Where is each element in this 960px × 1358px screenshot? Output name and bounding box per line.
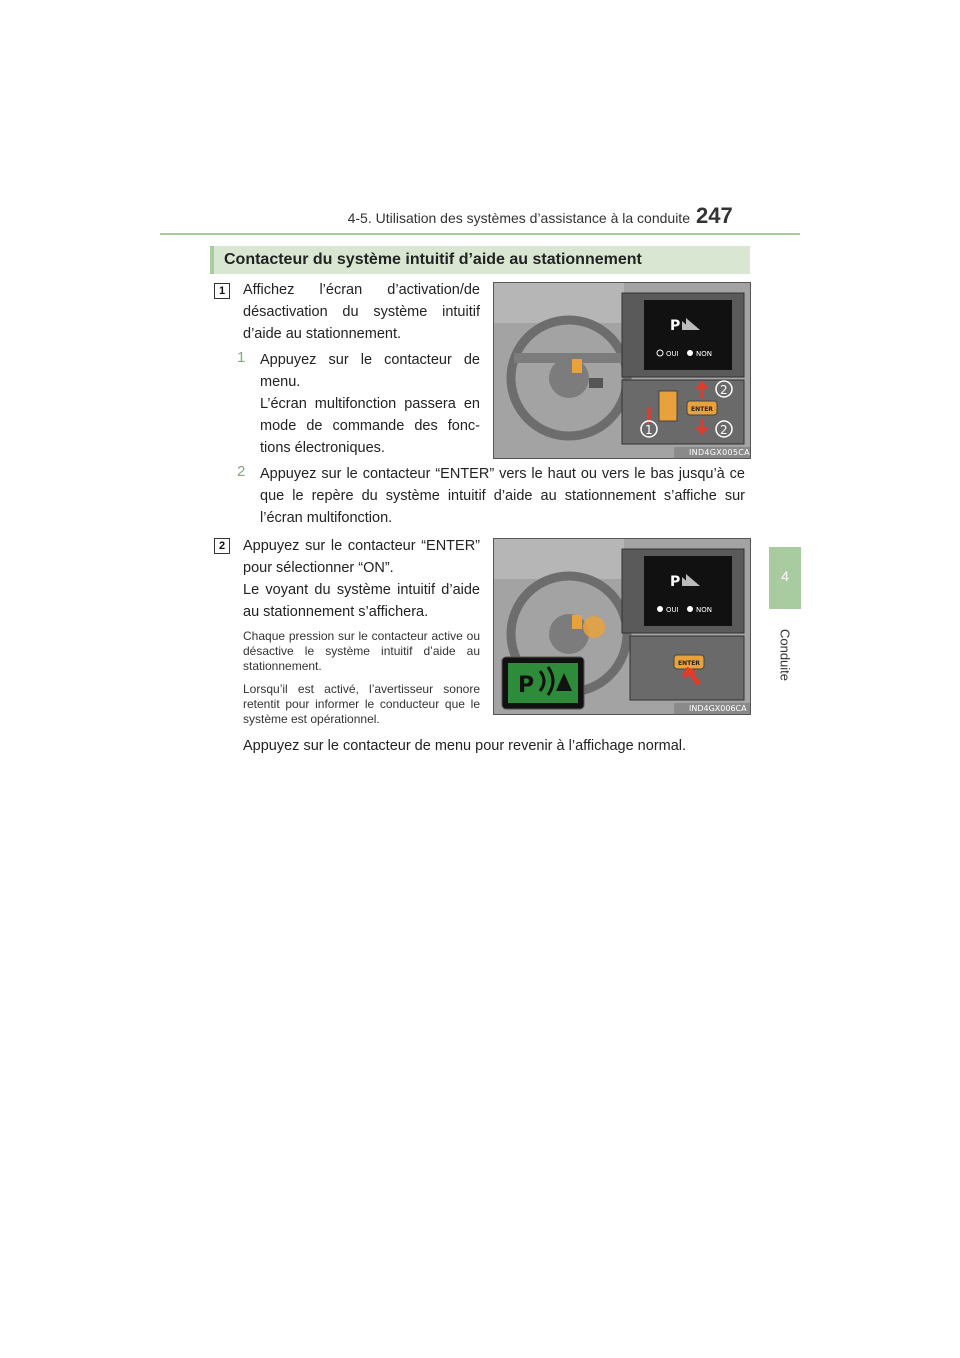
fig1-callout-1: 1 bbox=[645, 423, 653, 437]
substep-1-marker: 1 bbox=[237, 349, 246, 366]
svg-text:P: P bbox=[670, 318, 681, 334]
chapter-number: 4 bbox=[781, 568, 789, 584]
substep-2-marker: 2 bbox=[237, 463, 246, 480]
fig1-callout-2b: 2 bbox=[720, 423, 728, 437]
step-2-result: Le voyant du système intuitif d’aide au stationnement s’affichera. bbox=[243, 582, 480, 620]
fig1-callout-2a: 2 bbox=[720, 383, 728, 397]
substep-2-text: Appuyez sur le contacteur “ENTER” vers le haut ou vers le bas jusqu’à ce que le repère du système intuitif d’aide au stationnement s’affiche sur l’écran multifonction. bbox=[260, 466, 745, 526]
header-rule bbox=[160, 233, 800, 235]
fig1-caption: IND4GX005CA bbox=[689, 448, 750, 457]
fig2-non-label: NON bbox=[696, 606, 712, 614]
section-title: Contacteur du système intuitif d’aide au stationnement bbox=[224, 251, 642, 268]
figure-2-illustration bbox=[494, 539, 750, 714]
substep-1-result: L’écran multifonction passera en mode de commande des fonc-tions électroniques. bbox=[260, 396, 480, 456]
fig2-caption: IND4GX006CA bbox=[689, 704, 747, 713]
fig1-enter-label: ENTER bbox=[691, 406, 713, 413]
svg-text:P: P bbox=[670, 574, 681, 590]
step-2-note-1: Chaque pression sur le contacteur active ou désactive le système intuitif d’aide au stationnement. bbox=[243, 629, 480, 673]
chapter-label: Conduite bbox=[777, 628, 793, 682]
page-number: 247 bbox=[696, 203, 733, 228]
final-instruction: Appuyez sur le contacteur de menu pour revenir à l’affichage normal. bbox=[243, 738, 687, 754]
step-2-text: Appuyez sur le contacteur “ENTER” pour sélectionner “ON”. bbox=[243, 538, 480, 576]
fig2-oui-label: OUI bbox=[666, 606, 679, 614]
figure-enter-switch bbox=[493, 282, 751, 459]
figure-indicator-on bbox=[493, 538, 751, 715]
step-2-note-2: Lorsqu’il est activé, l’avertisseur sonore retentit pour informer le conducteur que le système est opérationnel. bbox=[243, 682, 480, 726]
svg-text:P: P bbox=[518, 673, 535, 698]
step-1-marker: 1 bbox=[214, 283, 230, 299]
running-header: 4-5. Utilisation des systèmes d’assistance à la conduite bbox=[347, 210, 690, 226]
fig1-oui-label: OUI bbox=[666, 350, 679, 358]
fig1-non-label: NON bbox=[696, 350, 712, 358]
figure-1-illustration bbox=[494, 283, 750, 458]
substep-1-text: Appuyez sur le contacteur de menu. bbox=[260, 352, 480, 390]
step-2-marker: 2 bbox=[214, 538, 230, 554]
fig2-enter-label: ENTER bbox=[678, 660, 700, 667]
step-1-text: Affichez l’écran d’activation/de désactivation du système intuitif d’aide au stationnement. bbox=[243, 282, 480, 342]
